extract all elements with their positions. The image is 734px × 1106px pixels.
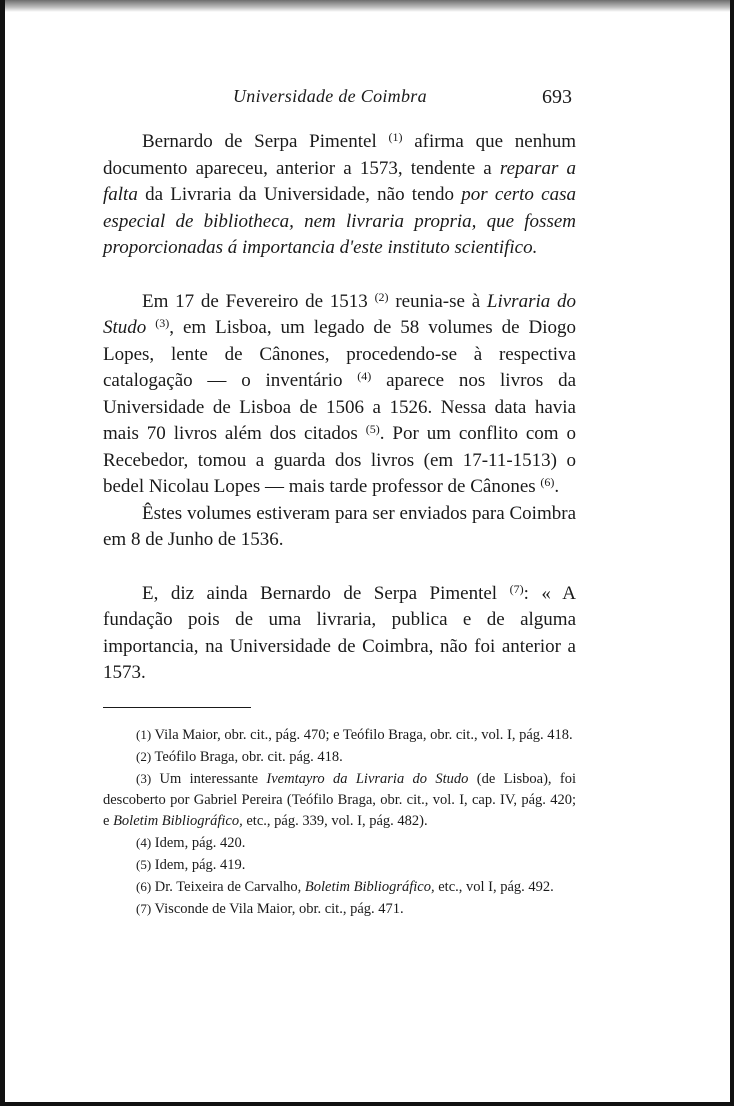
paragraph-4 — [103, 581, 576, 687]
p2-text-b: reunia-se à — [388, 290, 487, 312]
footnote-label-2: (2) — [136, 748, 152, 764]
footnote-2 — [103, 746, 576, 768]
p4-text-b: : « A fundação pois de uma livraria, publica e de alguma importancia, na Universidade de Coimbra, não foi anterior a 1573. — [103, 582, 577, 683]
footnote-3 — [103, 768, 576, 832]
footnote-ref-1[interactable]: (1) — [388, 130, 403, 144]
footnote-3-text-b: (de Lisboa), foi descoberto por Gabriel Pereira (Teófilo Braga, obr. cit., vol. I, cap. IV, pág. 420; e — [103, 770, 576, 829]
p1-text-c: da Livraria da Universidade, não tendo — [137, 184, 462, 205]
footnote-ref-4[interactable]: (4) — [357, 369, 372, 383]
p1-text-b: afirma que nenhum documento apareceu, anterior a 1573, tendente a — [103, 131, 576, 179]
footnote-3-italic-2: Boletim Bibliográfico, — [113, 812, 243, 829]
paragraph-2 — [103, 289, 576, 501]
footnote-3-text-a: Um interessante — [159, 770, 267, 787]
p1-italic-1: reparar a falta — [103, 157, 577, 205]
footnote-6 — [103, 876, 576, 898]
footnote-label-6: (6) — [136, 878, 152, 894]
footnote-3-italic-1: Ivemtayro da Livraria do Studo — [266, 770, 469, 787]
footnotes — [103, 724, 576, 920]
footnote-ref-7[interactable]: (7) — [509, 581, 524, 596]
p2-text-c — [146, 317, 155, 338]
footnote-label-1: (1) — [136, 726, 152, 742]
footnote-6-text-a: Dr. Teixeira de Carvalho, — [154, 878, 305, 895]
page-header — [103, 80, 576, 114]
footnote-ref-2[interactable]: (2) — [374, 289, 389, 304]
footnote-2-text: Teófilo Braga, obr. cit. pág. 418. — [154, 748, 343, 765]
footnote-separator — [103, 707, 251, 708]
p2-text-g: . — [554, 476, 560, 497]
footnote-6-text-b: etc., vol I, pág. 492. — [434, 878, 554, 895]
p2-text-f: . Por um conflito com o Recebedor, tomou a guarda dos livros (em 17-11-1513) o bedel Nicolau Lopes — mais tarde professor de Cânones — [103, 423, 576, 497]
footnote-3-text-c: etc., pág. 339, vol. I, pág. 482). — [242, 812, 428, 829]
footnote-label-3: (3) — [136, 770, 152, 786]
footnote-ref-5[interactable]: (5) — [365, 422, 380, 436]
paragraph-1 — [103, 129, 576, 262]
p4-text-a: E, diz ainda Bernardo de Serpa Pimentel — [142, 582, 510, 604]
running-title: Universidade de Coimbra — [233, 86, 427, 106]
footnote-label-5: (5) — [136, 856, 152, 872]
footnote-7-text: Visconde de Vila Maior, obr. cit., pág. 471. — [154, 900, 404, 917]
footnote-7 — [103, 898, 576, 920]
footnote-ref-6[interactable]: (6) — [540, 475, 555, 489]
footnote-ref-3[interactable]: (3) — [155, 316, 170, 330]
footnote-1-text: Vila Maior, obr. cit., pág. 470; e Teófilo Braga, obr. cit., vol. I, pág. 418. — [154, 726, 573, 743]
footnote-4-text: Idem, pág. 420. — [154, 834, 246, 851]
footnote-label-4: (4) — [136, 834, 152, 850]
page-number: 693 — [542, 86, 572, 108]
footnote-5-text: Idem, pág. 419. — [154, 856, 246, 873]
footnote-4 — [103, 832, 576, 854]
footnote-1 — [103, 724, 576, 746]
p2-text-d: , em Lisboa, um legado de 58 volumes de Diogo Lopes, lente de Cânones, procedendo-se à respectiva catalogação — o inventário — [103, 317, 576, 391]
p1-italic-2: por certo casa especial de bibliotheca, nem livraria propria, que fossem proporcionadas á importancia d'este instituto scientifico. — [103, 184, 577, 258]
p1-text-a: Bernardo de Serpa Pimentel — [142, 131, 377, 152]
p2-text-e: aparece nos livros da Universidade de Lisboa de 1506 a 1526. Nessa data havia mais 70 livros além dos citados — [103, 370, 576, 444]
paragraph-3: Êstes volumes estiveram para ser enviados para Coimbra em 8 de Junho de 1536. — [103, 502, 576, 550]
footnote-6-italic-1: Boletim Bibliográfico, — [304, 878, 435, 895]
book-page — [103, 80, 576, 920]
p2-text-a: Em 17 de Fevereiro de 1513 — [142, 290, 375, 312]
footnote-label-7: (7) — [136, 900, 152, 916]
p2-italic-1: Livraria do Studo — [103, 290, 576, 338]
footnote-5 — [103, 854, 576, 876]
